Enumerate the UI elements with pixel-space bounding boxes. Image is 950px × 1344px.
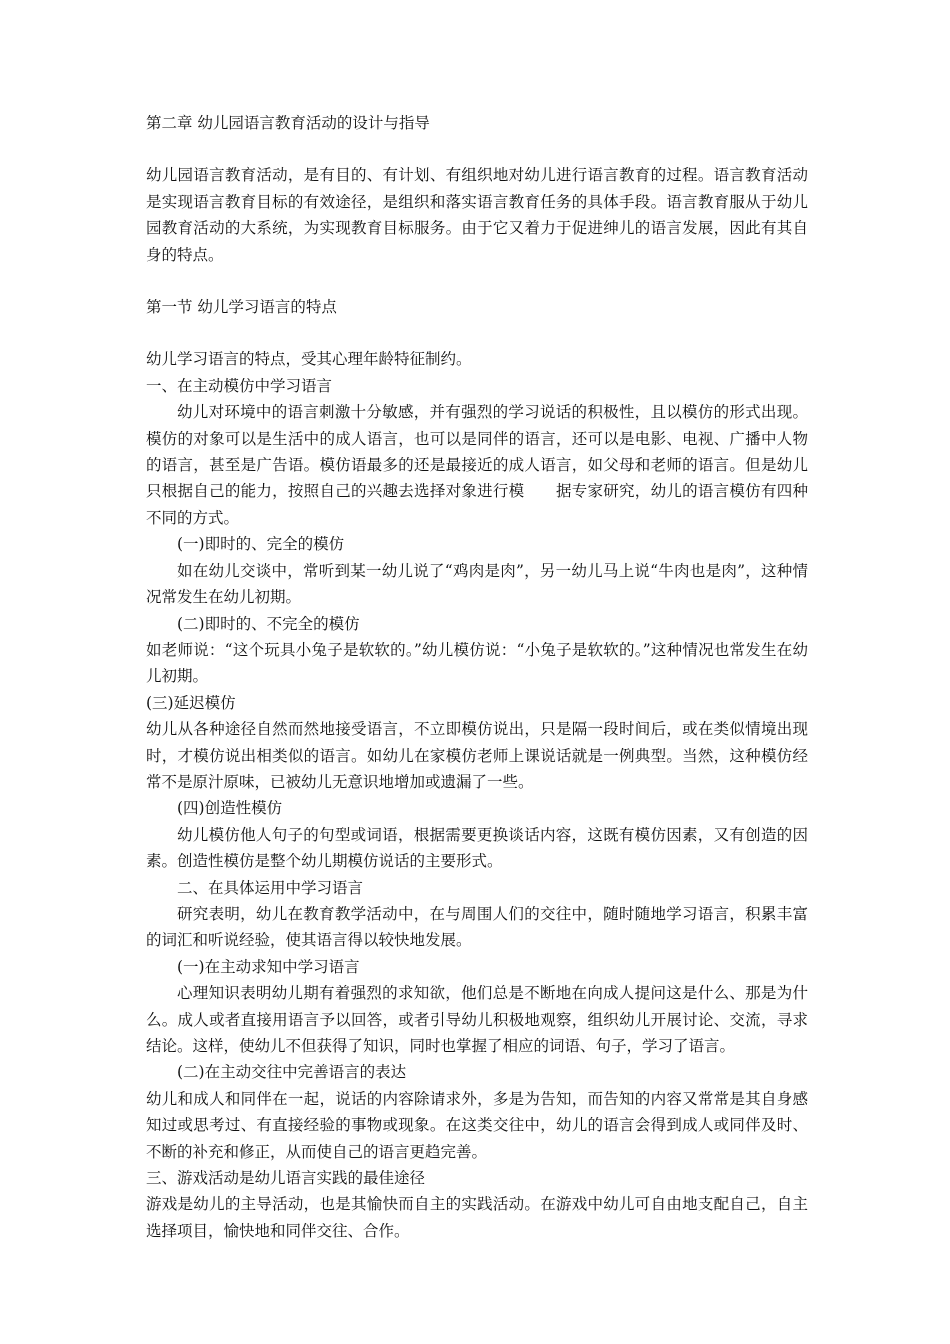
paragraph-seeking-knowledge: 心理知识表明幼儿期有着强烈的求知欲，他们总是不断地在向成人提问这是什么、那是为什么。成人或者直接用语言予以回答，或者引导幼儿积极地观察，组织幼儿开展讨论、交流，寻求结论。这样，使幼儿不但获得了知识，同时也掌握了相应的词语、句子，学习了语言。 (146, 984, 808, 1055)
paragraph-imitation-overview: 幼儿对环境中的语言刺激十分敏感，并有强烈的学习说话的积极性，且以模仿的形式出现。模仿的对象可以是生活中的成人语言，也可以是同伴的语言，还可以是电影、电视、广播中人物的语言，甚至是广告语。模仿语最多的还是最接近的成人语言，如父母和老师的语言。但是幼儿只根据自己的能力，按照自己的兴趣去选择对象进行模 据专家研究，幼儿的语言模仿有四种不同的方式。 (146, 403, 808, 527)
paragraph-immediate-incomplete: 如老师说：“这个玩具小兔子是软软的。”幼儿模仿说：“小兔子是软软的。”这种情况也常发生在幼儿初期。 (146, 640, 808, 686)
subheading-communication: (二)在主动交往中完善语言的表达 (177, 1063, 407, 1082)
paragraph-immediate-complete: 如在幼儿交谈中，常听到某一幼儿说了“鸡肉是肉”，另一幼儿马上说“牛肉也是肉”，这种情况常发生在幼儿初期。 (146, 561, 808, 607)
heading-concrete-use: 二、在具体运用中学习语言 (177, 878, 364, 897)
paragraph-games: 游戏是幼儿的主导活动，也是其愉快而自主的实践活动。在游戏中幼儿可自由地支配自己，自主选择项目，愉快地和同伴交往、合作。 (146, 1195, 808, 1240)
paragraph-communication: 幼儿和成人和同伴在一起，说话的内容除请求外，多是为告知，而告知的内容又常常是其自身感知过或思考过、有直接经验的事物或现象。在这类交往中，幼儿的语言会得到成人或同伴及时、不断的补充和修正，从而使自己的语言更趋完善。 (146, 1089, 808, 1161)
chapter-intro-paragraph: 幼儿园语言教育活动，是有目的、有计划、有组织地对幼儿进行语言教育的过程。语言教育活动是实现语言教育目标的有效途径，是组织和落实语言教育任务的具体手段。语言教育服从于幼儿园教育活动的大系统，为实现教育目标服务。由于它又着力于促进绅儿的语言发展，因此有其自身的特点。 (146, 166, 808, 264)
chapter-title: 第二章 幼儿园语言教育活动的设计与指导 (146, 114, 430, 132)
subheading-creative: (四)创造性模仿 (177, 799, 283, 818)
subheading-seeking-knowledge: (一)在主动求知中学习语言 (177, 957, 360, 976)
section-title: 第一节 幼儿学习语言的特点 (146, 298, 337, 317)
subheading-immediate-complete: (一)即时的、完全的模仿 (177, 535, 345, 554)
paragraph-delayed: 幼儿从各种途径自然而然地接受语言，不立即模仿说出，只是隔一段时间后，或在类似情境出现时，才模仿说出相类似的语言。如幼儿在家模仿老师上课说话就是一例典型。当然，这种模仿经常不是原汁原味，已被幼儿无意识地增加或遗漏了一些。 (146, 720, 808, 791)
subheading-delayed: (三)延迟模仿 (146, 693, 236, 712)
document-page (146, 110, 808, 1244)
paragraph-concrete-use: 研究表明，幼儿在教育教学活动中，在与周围人们的交往中，随时随地学习语言，积累丰富的词汇和听说经验，使其语言得以较快地发展。 (146, 904, 808, 950)
subheading-immediate-incomplete: (二)即时的、不完全的模仿 (177, 614, 360, 633)
heading-games: 三、游戏活动是幼儿语言实践的最佳途径 (146, 1169, 426, 1188)
section-intro: 幼儿学习语言的特点，受其心理年龄特征制约。 (146, 350, 472, 369)
paragraph-creative: 幼儿模仿他人句子的句型或词语，根据需要更换谈话内容，这既有模仿因素，又有创造的因素。创造性模仿是整个幼儿期模仿说话的主要形式。 (146, 825, 808, 871)
heading-active-imitation: 一、在主动模仿中学习语言 (146, 376, 333, 395)
